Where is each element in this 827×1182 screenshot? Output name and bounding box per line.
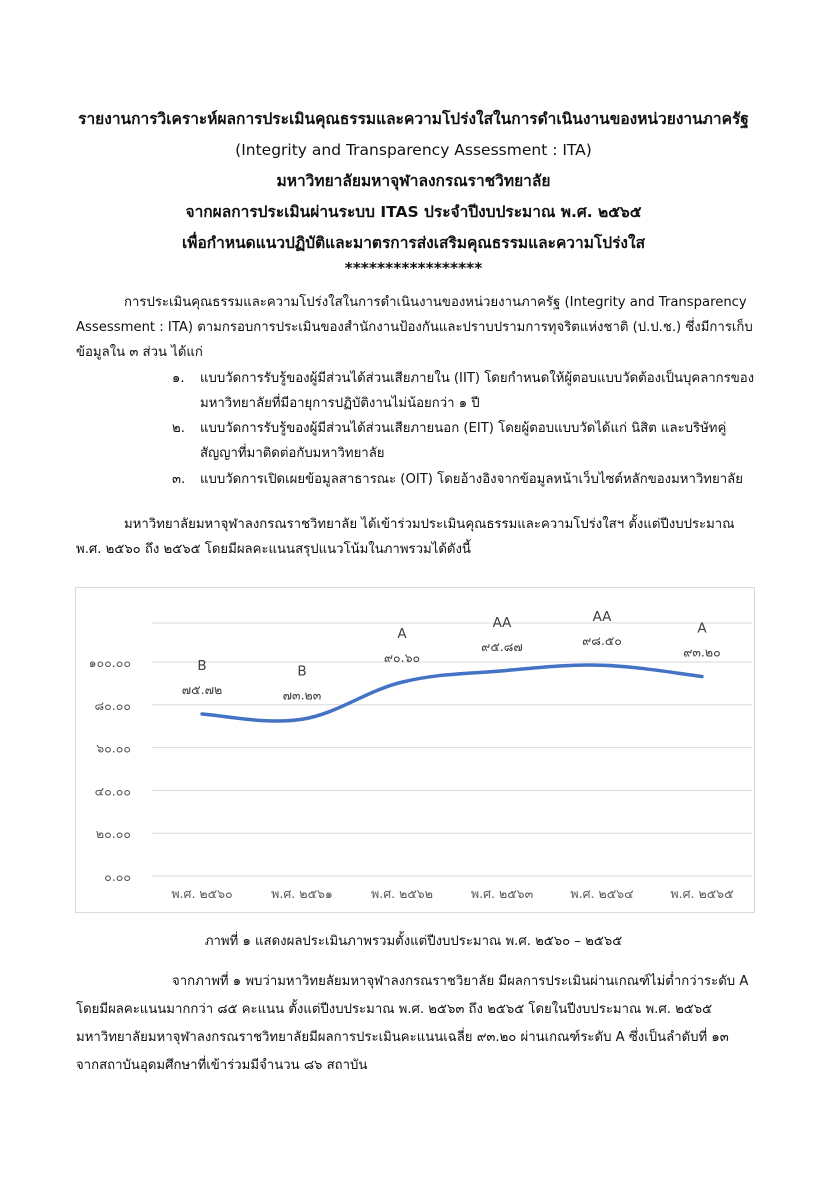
y-tick-label: ๖๐.๐๐: [96, 740, 131, 756]
x-tick-label: พ.ศ. ๒๕๖๐: [171, 886, 233, 901]
series-line: [202, 665, 702, 721]
y-tick-label: ๘๐.๐๐: [94, 697, 131, 713]
grade-label: B: [297, 663, 307, 680]
list-item-number: ๓.: [172, 472, 186, 487]
heading-line-4: จากผลการประเมินผ่านระบบ ITAS ประจำปีงบประมาณ พ.ศ. ๒๕๖๕: [185, 203, 642, 221]
data-point: [401, 681, 404, 684]
conclusion-paragraph: [76, 968, 756, 1080]
list-item: [172, 416, 758, 466]
summary-paragraph: [76, 512, 756, 562]
data-label: ๙๘.๕๐: [582, 633, 622, 649]
list-item-text: แบบวัดการเปิดเผยข้อมูลสาธารณะ (OIT) โดยอ้างอิงจากข้อมูลหน้าเว็บไซต์หลักของมหาวิทยาลัย: [200, 472, 743, 487]
y-tick-label: ๑๐๐.๐๐: [88, 655, 131, 670]
x-tick-label: พ.ศ. ๒๕๖๒: [371, 886, 433, 901]
y-tick-label: ๒๐.๐๐: [95, 826, 131, 842]
list-item: [172, 366, 758, 416]
data-label: ๙๓.๒๐: [683, 644, 721, 660]
heading-line-5: เพื่อกำหนดแนวปฏิบัติและมาตรการส่งเสริมคุณธรรมและความโปร่งใส: [181, 234, 646, 252]
x-tick-label: พ.ศ. ๒๕๖๓: [470, 886, 534, 901]
list-item: [172, 467, 758, 492]
x-tick-label: พ.ศ. ๒๕๖๕: [670, 886, 734, 901]
grade-label: AA: [592, 609, 612, 626]
data-label: ๗๕.๗๒: [181, 681, 223, 697]
summary-text: มหาวิทยาลัยมหาจุฬาลงกรณราชวิทยาลัย ได้เข้าร่วมประเมินคุณธรรมและความโปร่งใสฯ ตั้งแต่ปีงบประมาณ พ.ศ. ๒๕๖๐ ถึง ๒๕๖๕ โดยมีผลคะแนนสรุปแนวโน้มในภาพรวมได้ดังนี้: [76, 517, 735, 557]
data-label: ๙๕.๘๗: [481, 638, 523, 654]
data-point: [501, 669, 504, 672]
chart-canvas: [76, 588, 754, 912]
score-trend-chart: [75, 587, 755, 913]
heading-line-2: (Integrity and Transparency Assessment : ITA): [235, 141, 592, 159]
report-heading: [60, 104, 767, 277]
list-item-number: ๒.: [172, 421, 185, 436]
data-label: ๙๐.๖๐: [383, 650, 421, 666]
data-point: [301, 718, 304, 721]
heading-line-3: มหาวิทยาลัยมหาจุฬาลงกรณราชวิทยาลัย: [276, 172, 551, 190]
list-item-text: แบบวัดการรับรู้ของผู้มีส่วนได้ส่วนเสียภายใน (IIT) โดยกำหนดให้ผู้ตอบแบบวัดต้องเป็นบุคลากรของมหาวิทยาลัยที่มีอายุการปฏิบัติงานไม่น้อยกว่า ๑ ปี: [200, 371, 755, 411]
data-point: [201, 712, 204, 715]
x-tick-label: พ.ศ. ๒๕๖๑: [271, 886, 333, 901]
data-point: [601, 664, 604, 667]
grade-label: AA: [492, 614, 512, 631]
heading-separator: *****************: [344, 259, 483, 277]
data-label: ๗๓.๒๓: [282, 687, 322, 703]
x-tick-label: พ.ศ. ๒๕๖๔: [570, 886, 634, 901]
conclusion-text: จากภาพที่ ๑ พบว่ามหาวิทยลัยมหาจุฬาลงกรณราชวิยาลัย มีผลการประเมินผ่านเกณฑ์ไม่ต่ำกว่าระดับ A โดยมีผลคะแนนมากกว่า ๘๕ คะแนน ตั้งแต่ปีงบประมาณ พ.ศ. ๒๕๖๓ ถึง ๒๕๖๕ โดยในปีงบประมาณ พ.ศ. ๒๕๖๕ มหาวิทยาลัยมหาจุฬาลงกรณราชวิทยาลัยมีผลการประเมินคะแนนเฉลี่ย ๙๓.๒๐ ผ่านเกณฑ์ระดับ A ซึ่งเป็นลำดับที่ ๑๓ จากสถาบันอุดมศึกษาที่เข้าร่วมมีจำนวน ๘๖ สถาบัน: [76, 974, 749, 1073]
y-tick-label: ๔๐.๐๐: [94, 783, 131, 799]
grade-label: B: [197, 657, 207, 674]
grade-label: A: [397, 626, 407, 643]
list-item-text: แบบวัดการรับรู้ของผู้มีส่วนได้ส่วนเสียภายนอก (EIT) โดยผู้ตอบแบบวัดได้แก่ นิสิต และบริษัทคู่สัญญาที่มาติดต่อกับมหาวิทยาลัย: [200, 421, 727, 461]
intro-text: การประเมินคุณธรรมและความโปร่งใสในการดำเนินงานของหน่วยงานภาครัฐ (Integrity and Transparency Assessment : ITA) ตามกรอบการประเมินของสำนักงานป้องกันและปราบปรามการทุจริตแห่งชาติ (ป.ป.ช.) ซึ่งมีการเก็บข้อมูลใน ๓ ส่วน ได้แก่: [76, 295, 753, 360]
figure-caption: ภาพที่ ๑ แสดงผลประเมินภาพรวมตั้งแต่ปีงบประมาณ พ.ศ. ๒๕๖๐ – ๒๕๖๕: [204, 934, 623, 949]
grade-label: A: [697, 620, 707, 637]
heading-line-1: รายงานการวิเคราะห์ผลการประเมินคุณธรรมและความโปร่งใสในการดำเนินงานของหน่วยงานภาครัฐ: [78, 110, 749, 128]
data-point: [701, 675, 704, 678]
y-tick-label: ๐.๐๐: [104, 869, 131, 884]
list-item-number: ๑.: [172, 371, 185, 386]
intro-paragraph: [76, 290, 756, 365]
